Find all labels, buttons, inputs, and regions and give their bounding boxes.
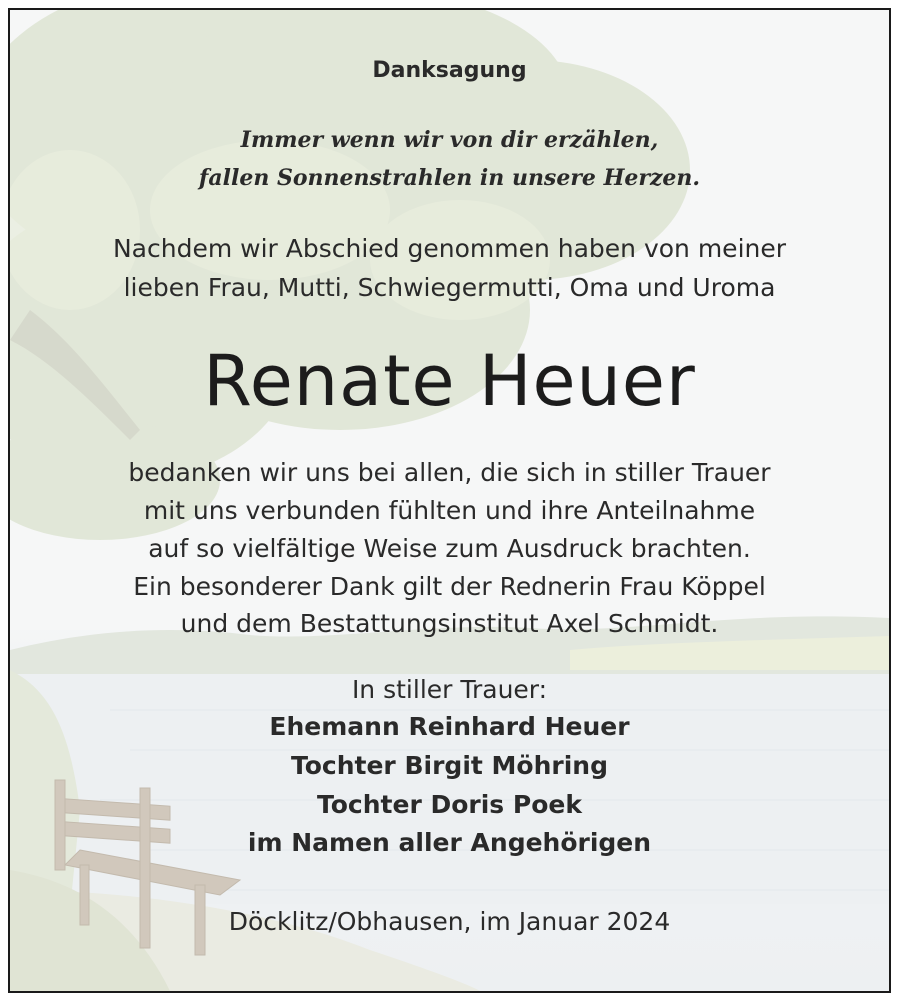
signatory: Ehemann Reinhard Heuer <box>269 712 630 741</box>
signatory: Tochter Doris Poek <box>317 790 582 819</box>
obituary-card <box>8 8 891 993</box>
intro-line-2: lieben Frau, Mutti, Schwiegermutti, Oma und Uroma <box>123 273 776 302</box>
place-date: Döcklitz/Obhausen, im Januar 2024 <box>228 907 671 936</box>
body-line-3: auf so vielfältige Weise zum Ausdruck brachten. <box>148 534 751 563</box>
intro-line-1: Nachdem wir Abschied genommen haben von meiner <box>112 234 787 263</box>
deceased-name: Renate Heuer <box>203 340 696 422</box>
body-line-2: mit uns verbunden fühlten und ihre Anteilnahme <box>143 496 756 525</box>
notice-title: Danksagung <box>372 58 527 83</box>
body-line-1: bedanken wir uns bei allen, die sich in stiller Trauer <box>128 458 771 487</box>
signatory: Tochter Birgit Möhring <box>291 751 608 780</box>
signatory: im Namen aller Angehörigen <box>247 828 652 857</box>
body-line-5: und dem Bestattungsinstitut Axel Schmidt. <box>180 609 719 638</box>
quote-line-2: fallen Sonnenstrahlen in unsere Herzen. <box>198 165 701 191</box>
quote-line-1: Immer wenn wir von dir erzählen, <box>240 127 659 153</box>
mourning-label: In stiller Trauer: <box>351 675 548 704</box>
body-line-4: Ein besonderer Dank gilt der Rednerin Frau Köppel <box>133 572 766 601</box>
